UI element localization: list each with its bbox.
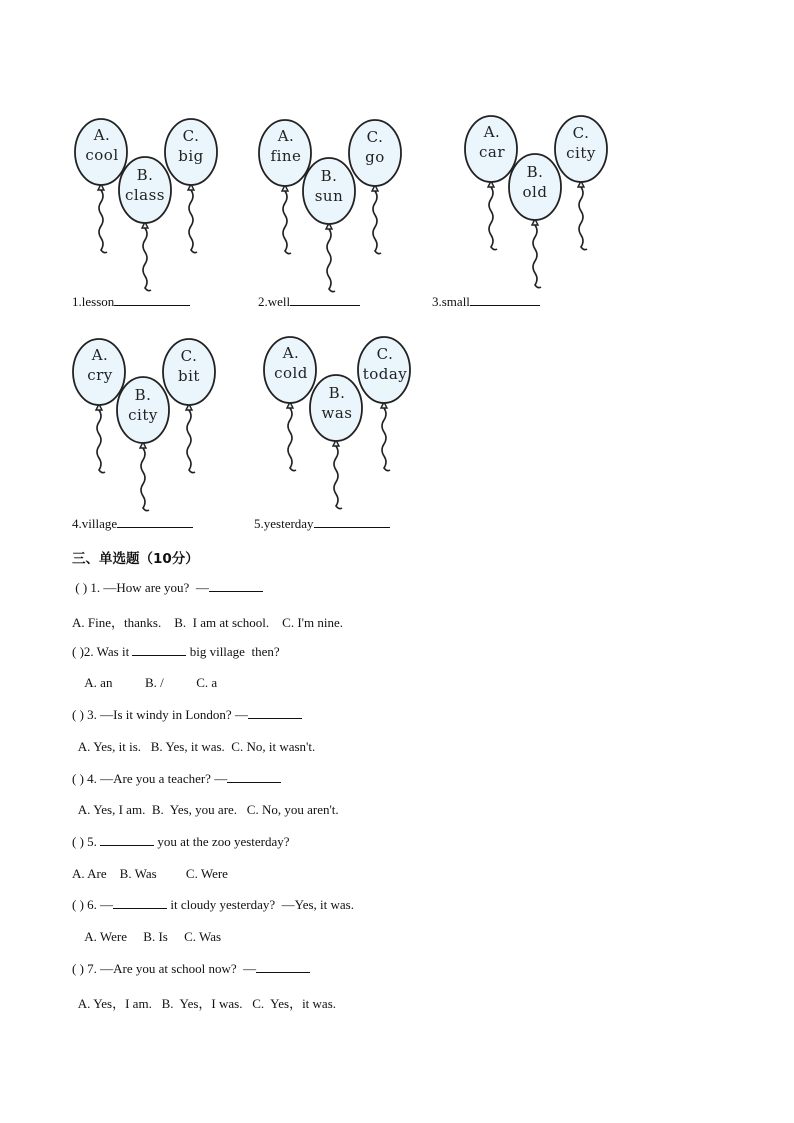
answer-blank[interactable] <box>114 294 190 306</box>
balloon-c-label: C. go <box>365 128 385 166</box>
answer-blank[interactable] <box>132 644 186 656</box>
question-6-options: A. Were B. Is C. Was <box>72 929 222 944</box>
question-7-options: A. Yes，I am. B. Yes，I was. C. Yes，it was. <box>72 996 337 1011</box>
balloon-c-label: C. bit <box>178 347 200 385</box>
question-1-stem: ( ) 1. —How are you? — <box>72 580 263 596</box>
balloon-group-1 <box>75 117 225 277</box>
prompt-5: 5.yesterday <box>254 516 390 532</box>
balloon-a-label: A. cold <box>274 344 308 382</box>
balloon-a-label: A. fine <box>270 127 302 165</box>
answer-blank[interactable] <box>314 516 390 528</box>
balloon-group-3 <box>465 114 615 274</box>
balloon-c-label: C. today <box>362 345 408 383</box>
answer-blank[interactable] <box>470 294 540 306</box>
balloon-c-string <box>579 187 587 250</box>
balloon-b-label: B. class <box>124 166 166 204</box>
balloon-c-label: C. big <box>178 127 204 165</box>
balloon-a-string <box>99 190 107 253</box>
balloon-c-string <box>187 410 195 473</box>
question-5-options: A. Are B. Was C. Were <box>72 866 228 881</box>
answer-blank[interactable] <box>100 834 154 846</box>
balloon-b-label: B. city <box>128 386 158 424</box>
answer-blank[interactable] <box>290 294 360 306</box>
balloon-a-label: A. cool <box>85 126 119 164</box>
balloon-a-string <box>97 410 105 473</box>
balloon-a-string <box>489 187 497 250</box>
question-7-stem: ( ) 7. —Are you at school now? — <box>72 961 310 977</box>
question-4-stem: ( ) 4. —Are you a teacher? — <box>72 771 281 787</box>
balloon-b-string <box>143 228 151 291</box>
question-3-options: A. Yes, it is. B. Yes, it was. C. No, it wasn't. <box>72 739 316 754</box>
balloon-b-string <box>141 448 149 511</box>
answer-blank[interactable] <box>113 897 167 909</box>
answer-blank[interactable] <box>209 580 263 592</box>
balloon-b-string <box>327 229 335 292</box>
balloon-a-string <box>288 408 296 471</box>
balloon-b-label: B. old <box>522 163 548 201</box>
balloon-b-string <box>533 225 541 288</box>
question-3-stem: ( ) 3. —Is it windy in London? — <box>72 707 302 723</box>
question-1-options: A. Fine，thanks. B. I am at school. C. I'm nine. <box>72 615 343 630</box>
answer-blank[interactable] <box>248 707 302 719</box>
balloon-b-label: B. was <box>321 384 353 422</box>
question-4-options: A. Yes, I am. B. Yes, you are. C. No, you aren't. <box>72 802 339 817</box>
answer-blank[interactable] <box>117 516 193 528</box>
answer-blank[interactable] <box>227 771 281 783</box>
prompt-1: 1.lesson <box>72 294 190 310</box>
balloon-a-label: A. cry <box>87 346 113 384</box>
question-6-stem: ( ) 6. — it cloudy yesterday? —Yes, it was. <box>72 897 354 912</box>
balloon-a-label: A. car <box>478 123 505 161</box>
balloon-a-string <box>283 191 291 254</box>
prompt-3: 3.small <box>432 294 540 310</box>
question-5-stem: ( ) 5. you at the zoo yesterday? <box>72 834 290 849</box>
prompt-2: 2.well <box>258 294 360 310</box>
answer-blank[interactable] <box>256 961 310 973</box>
balloon-group-5 <box>264 335 414 500</box>
question-2-options: A. an B. / C. a <box>72 675 218 690</box>
balloon-group-4 <box>73 337 223 497</box>
balloon-c-string <box>189 190 197 253</box>
prompt-4: 4.village <box>72 516 193 532</box>
balloon-b-string <box>334 446 342 509</box>
balloon-c-label: C. city <box>566 124 596 162</box>
section-heading: 三、单选题（10分） <box>72 551 199 567</box>
question-2-stem: ( )2. Was it big village then? <box>72 644 280 659</box>
balloon-b-label: B. sun <box>314 167 344 205</box>
balloon-c-string <box>382 408 390 471</box>
balloon-c-string <box>373 191 381 254</box>
balloon-group-2 <box>259 118 409 278</box>
